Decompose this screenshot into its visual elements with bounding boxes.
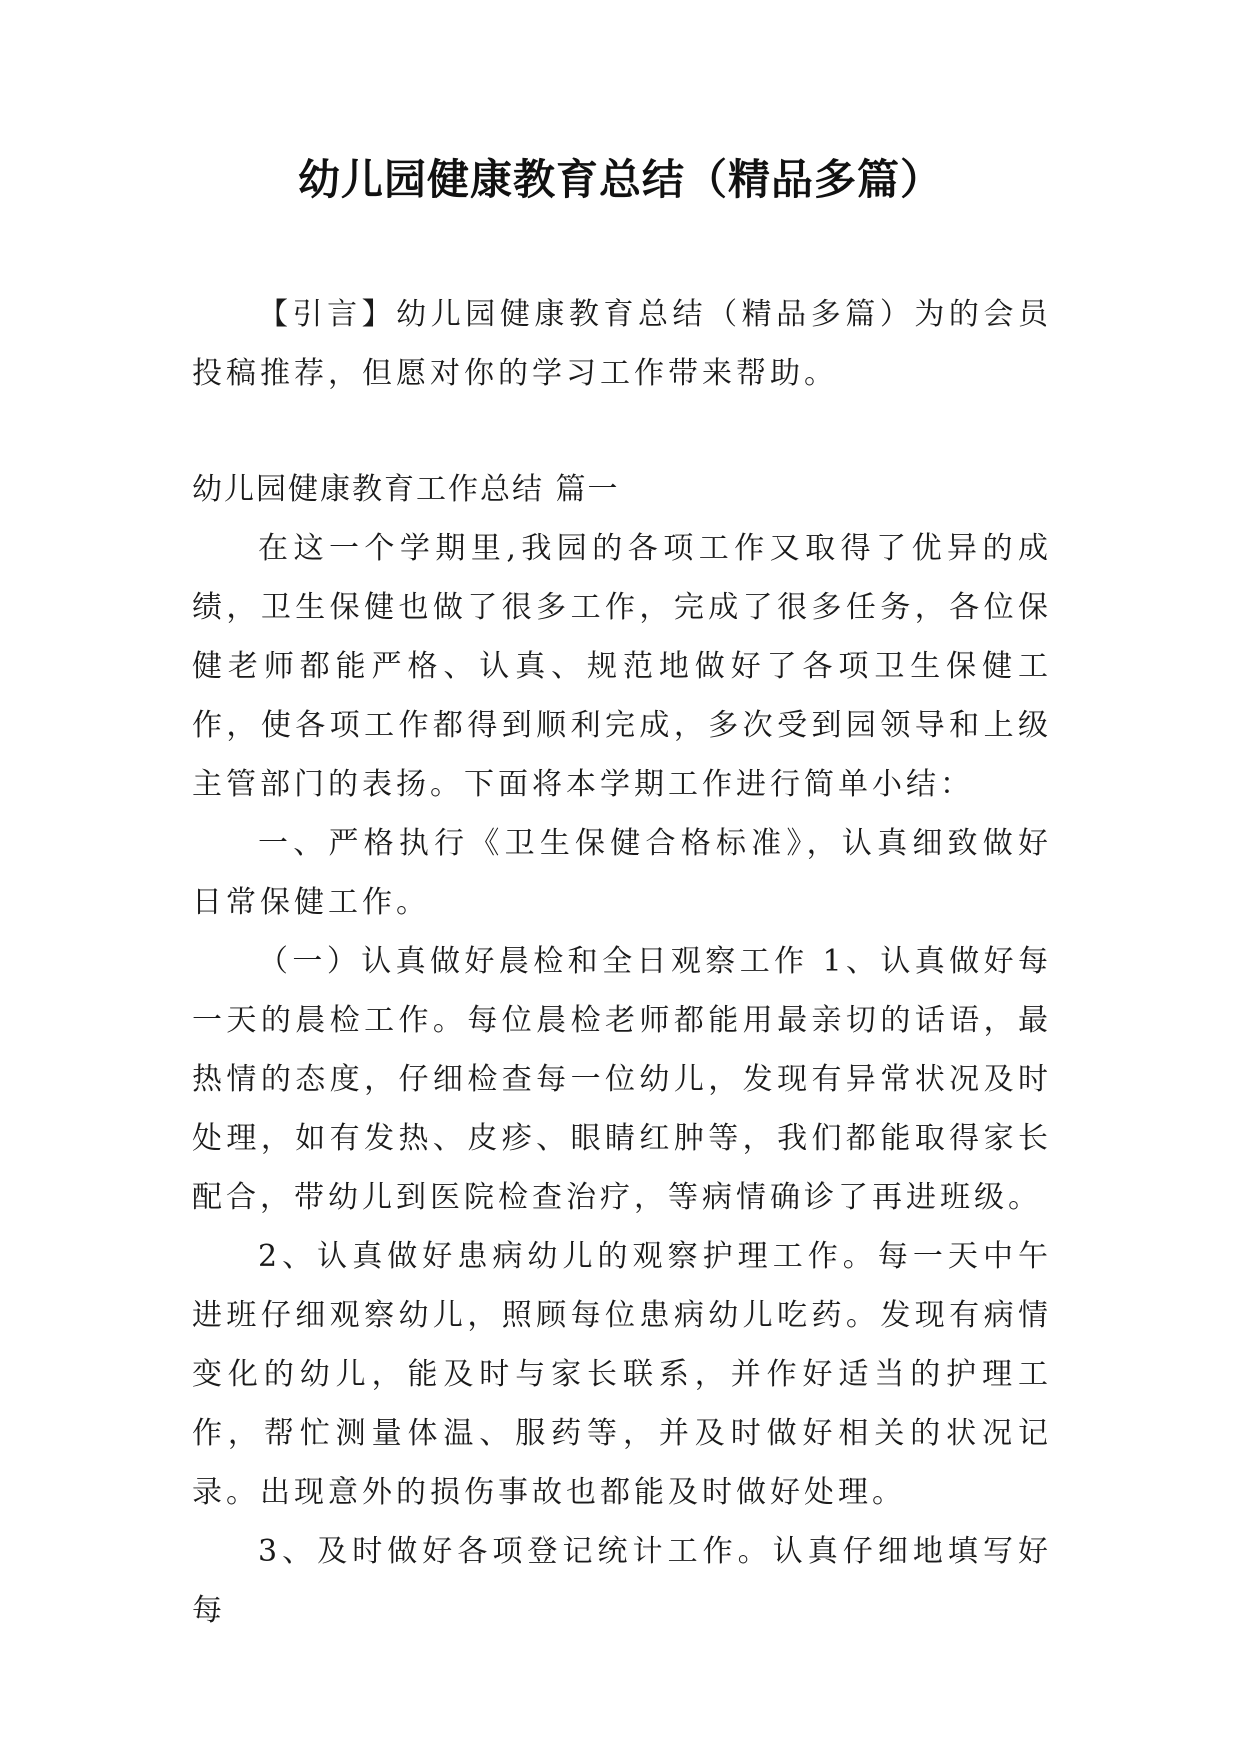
section-heading: 幼儿园健康教育工作总结 篇一 — [192, 472, 620, 507]
body-paragraph: 3、及时做好各项登记统计工作。认真仔细地填写好每 — [192, 1534, 1052, 1628]
intro-block — [192, 285, 1052, 403]
body-paragraph: （一）认真做好晨检和全日观察工作 1、认真做好每一天的晨检工作。每位晨检老师都能用最亲切的话语，最热情的态度，仔细检查每一位幼儿，发现有异常状况及时处理，如有发热、皮疹、眼睛红肿等，我们都能取得家长配合，带幼儿到医院检查治疗，等病情确诊了再进班级。 — [192, 944, 1052, 1215]
page-title: 幼儿园健康教育总结（精品多篇） — [297, 155, 943, 204]
body-paragraph: 2、认真做好患病幼儿的观察护理工作。每一天中午进班仔细观察幼儿，照顾每位患病幼儿吃药。发现有病情变化的幼儿，能及时与家长联系，并作好适当的护理工作，帮忙测量体温、服药等，并及时做好相关的状况记录。出现意外的损伤事故也都能及时做好处理。 — [192, 1239, 1052, 1510]
section-one — [192, 460, 1052, 1640]
intro-paragraph: 【引言】幼儿园健康教育总结（精品多篇）为的会员投稿推荐，但愿对你的学习工作带来帮助。 — [192, 297, 1052, 391]
body-paragraph: 一、严格执行《卫生保健合格标准》，认真细致做好日常保健工作。 — [192, 826, 1052, 920]
body-paragraph: 在这一个学期里,我园的各项工作又取得了优异的成绩，卫生保健也做了很多工作，完成了很多任务，各位保健老师都能严格、认真、规范地做好了各项卫生保健工作，使各项工作都得到顺利完成，多次受到园领导和上级主管部门的表扬。下面将本学期工作进行简单小结： — [192, 531, 1052, 802]
